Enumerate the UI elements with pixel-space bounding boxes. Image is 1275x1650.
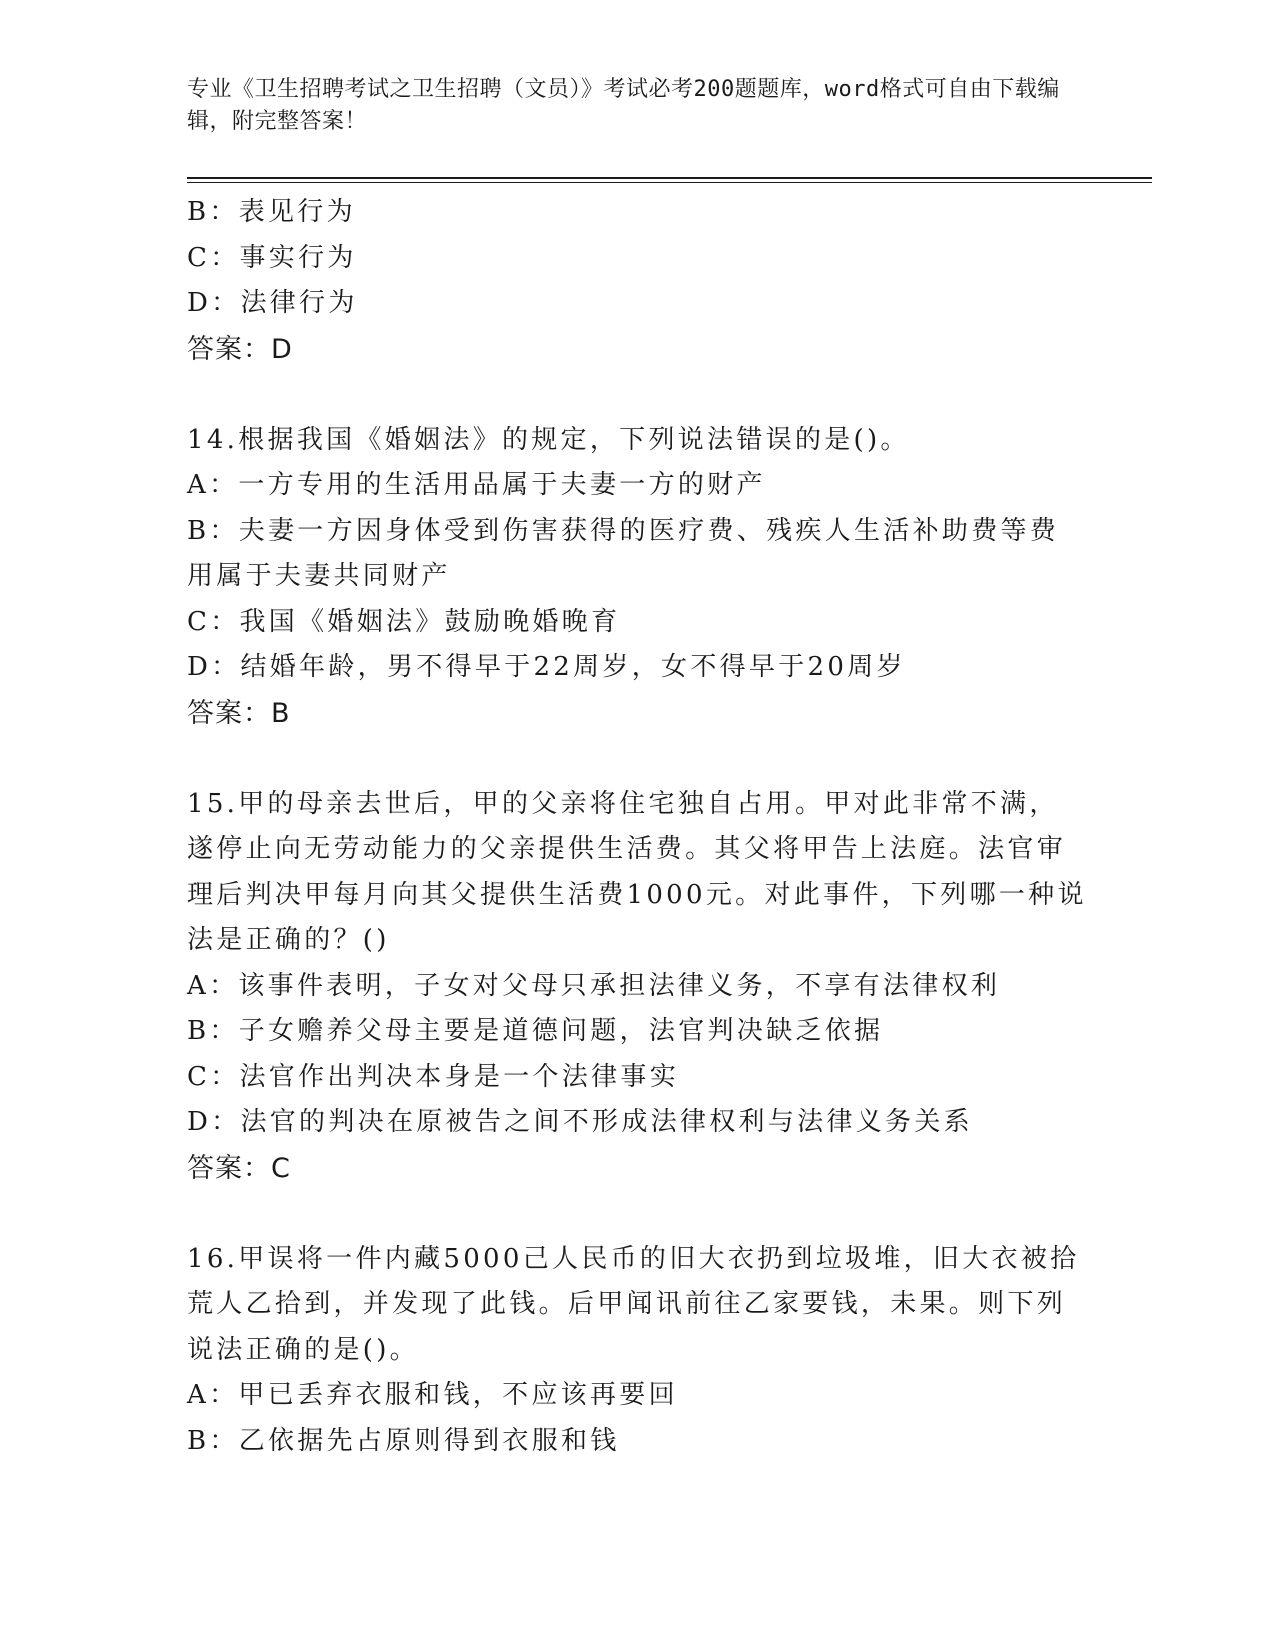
- option-a: A：该事件表明，子女对父母只承担法律义务，不享有法律权利: [187, 970, 1001, 1001]
- spacer: [187, 372, 1087, 418]
- answer-line: 答案：D: [187, 333, 293, 365]
- option-d: D：结婚年龄，男不得早于22周岁，女不得早于20周岁: [187, 652, 906, 682]
- option-b: B：表见行为: [187, 197, 356, 227]
- header-divider-thin: [187, 182, 1152, 183]
- option-a: A：一方专用的生活用品属于夫妻一方的财产: [187, 470, 766, 500]
- question-13: [187, 190, 1087, 372]
- option-d: D：法律行为: [187, 288, 358, 318]
- option-b: B：乙依据先占原则得到衣服和钱: [187, 1425, 620, 1456]
- question-16: [187, 1237, 1087, 1465]
- option-c: C：法官作出判决本身是一个法律事实: [187, 1061, 679, 1092]
- question-stem: 14.根据我国《婚姻法》的规定，下列说法错误的是()。: [187, 424, 910, 455]
- question-list: [187, 190, 1087, 1464]
- answer-line: 答案：C: [187, 1152, 291, 1184]
- option-a: A：甲已丢弃衣服和钱，不应该再要回: [187, 1380, 678, 1410]
- question-14: [187, 418, 1087, 737]
- option-c: C：事实行为: [187, 242, 357, 273]
- question-stem: 16.甲误将一件内藏5000己人民币的旧大衣扔到垃圾堆，旧大衣被拾荒人乙拾到，并发现了此钱。后甲闻讯前往乙家要钱，未果。则下列说法正确的是()。: [187, 1243, 1080, 1365]
- question-15: [187, 782, 1087, 1192]
- option-b: B：子女赡养父母主要是道德问题，法官判决缺乏依据: [187, 1016, 884, 1046]
- spacer: [187, 1191, 1087, 1237]
- spacer: [187, 736, 1087, 782]
- option-d: D：法官的判决在原被告之间不形成法律权利与法律义务关系: [187, 1107, 973, 1137]
- question-stem: 15.甲的母亲去世后，甲的父亲将住宅独自占用。甲对此非常不满，遂停止向无劳动能力的父亲提供生活费。其父将甲告上法庭。法官审理后判决甲每月向其父提供生活费1000元。对此事件，下列哪一种说法是正确的？(): [187, 788, 1087, 955]
- header-divider: [187, 177, 1152, 179]
- option-c: C：我国《婚姻法》鼓励晚婚晚育: [187, 606, 621, 637]
- answer-line: 答案：B: [187, 697, 291, 729]
- option-b: B：夫妻一方因身体受到伤害获得的医疗费、残疾人生活补助费等费用属于夫妻共同财产: [187, 515, 1060, 591]
- document-header: 专业《卫生招聘考试之卫生招聘（文员）》考试必考200题题库，word格式可自由下载编辑，附完整答案！: [187, 77, 1060, 134]
